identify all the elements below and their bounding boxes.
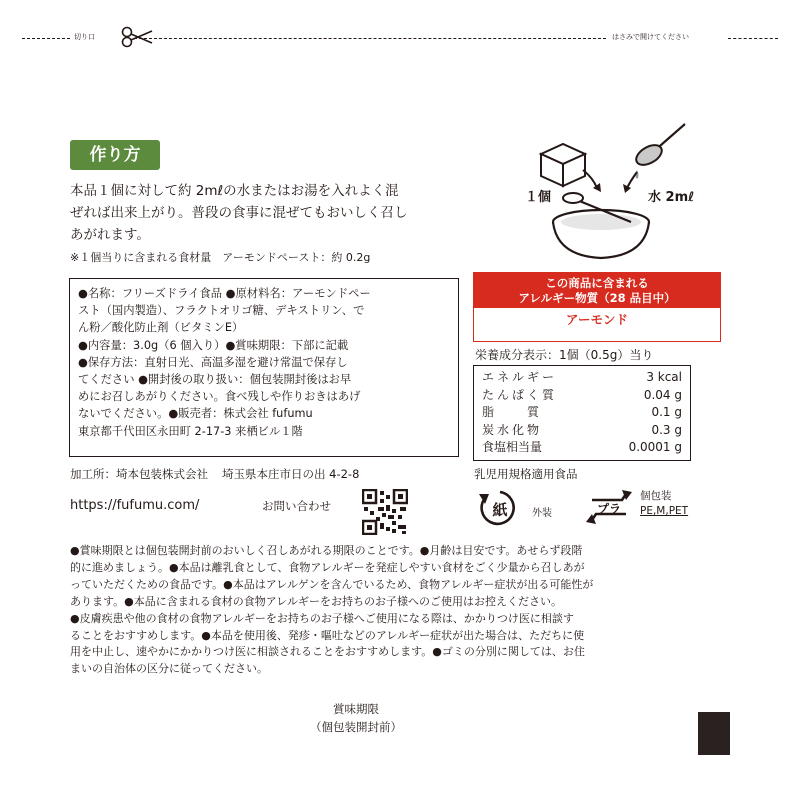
nutrition-row: [482, 369, 682, 387]
info-line: ●名称：フリーズドライ食品 ●原材料名：アーモンドペー: [78, 287, 371, 300]
allergen-item: アーモンド: [565, 312, 629, 327]
info-line: めにお召しあがりください。食べ残しや作りおきはあげ: [78, 390, 361, 404]
manufacturer-address: 埼玉県本庄市日の出 4-2-8: [222, 467, 360, 481]
water-amount-label: 水 2mℓ: [648, 190, 695, 205]
info-line: ●内容量：3.0g（6 個入り）●賞味期限：下部に記載: [78, 338, 349, 352]
instruction-line: ぜれば出来上がり。普段の食事に混ぜてもおいしく召し: [70, 205, 408, 221]
nutrition-label: 脂 質: [482, 405, 543, 419]
instruction-line: 本品１個に対して約 2mℓの水またはお湯を入れよく混: [70, 183, 399, 199]
paper-mark-label: 外装: [532, 508, 552, 519]
ingredient-amount-note: ※１個当りに含まれる食材量 アーモンドペースト：約 0.2g: [70, 251, 371, 264]
instruction-line: あがれます。: [70, 227, 150, 243]
note-line: ●皮膚疾患や他の食材の食物アレルギーをお持ちのお子様へご使用になる際は、かかりつけ医に相談す: [70, 611, 574, 625]
expiry-label: [310, 700, 402, 736]
preparation-illustration: [525, 110, 705, 260]
plastic-materials: PE,M,PET: [640, 505, 689, 517]
note-line: 用を中止し、速やかにかかりつけ医に相談されることをおすすめします。●ゴミの分別に関しては、お住: [70, 645, 585, 659]
info-line: ん粉／酸化防止剤（ビタミンE）: [78, 321, 244, 335]
nutrition-value: 0.04 g: [643, 387, 682, 402]
howto-badge: 作り方: [70, 140, 160, 170]
nutrition-label: 食塩相当量: [482, 440, 543, 454]
plastic-mark-label: [640, 489, 688, 519]
nutrition-table: [473, 365, 691, 461]
nutrition-value: 0.1 g: [651, 405, 682, 419]
contact-label: お問い合わせ: [262, 499, 331, 513]
plastic-title: 個包装: [640, 490, 672, 502]
expiry-title: 賞味期限: [333, 702, 379, 716]
bowl-icon: [553, 193, 649, 258]
cut-label: 切り口: [74, 33, 95, 41]
nutrition-row: [482, 439, 682, 457]
cut-line: [22, 32, 778, 46]
allergen-header: [474, 273, 720, 308]
howto-instructions: [70, 180, 490, 246]
nutrition-value: 0.0001 g: [628, 440, 682, 454]
nutrition-row: [482, 387, 682, 405]
note-line: ●賞味期限とは個包装開封前のおいしく召しあがれる期限のことです。●月齢は目安です。あせらず段階: [70, 544, 583, 557]
note-line: 的に進めましょう。●本品は離乳食として、食物アレルギーを発症しやすい食材をごく少量から召しあが: [70, 560, 585, 574]
cut-dash: [134, 38, 606, 39]
info-line: スト（国内製造）、フラクトオリゴ糖、デキストリン、で: [78, 304, 365, 318]
eye-mark-block: [698, 712, 730, 755]
website-link[interactable]: https://fufumu.com/: [70, 498, 200, 513]
nutrition-value: 0.3 g: [651, 422, 682, 437]
allergen-title: この商品に含まれる: [545, 276, 649, 290]
baby-food-standard: 乳児用規格適用食品: [474, 467, 578, 481]
note-line: あります。●本品に含まれる食材の食物アレルギーをお持ちのお子様へのご使用はお控えください。: [70, 594, 562, 608]
manufacturer-name: 加工所：埼本包装株式会社: [70, 467, 208, 481]
cut-dash: [22, 38, 70, 39]
cut-dash: [728, 38, 778, 39]
note-line: っていただくための食品です。●本品はアレルゲンを含んでいるため、食物アレルギー症状が出る可能性が: [70, 577, 594, 591]
allergen-box: [473, 272, 721, 342]
freeze-dried-cube-icon: [541, 144, 585, 186]
manufacturer-line: [70, 466, 359, 482]
nutrition-row: [482, 404, 682, 422]
cube-count-label: １個: [525, 190, 552, 205]
allergen-subtitle: アレルギー物質（28 品目中）: [518, 291, 676, 305]
info-line: 東京都千代田区永田町 2-17-3 来栖ビル１階: [78, 424, 303, 438]
caution-notes: [70, 543, 730, 678]
expiry-subtitle: （個包装開封前）: [310, 720, 402, 734]
plastic-recycle-mark-icon: [582, 486, 636, 528]
note-line: ることをおすすめします。●本品を使用後、発疹・嘔吐などのアレルギー症状が出た場合は、ただちに使: [70, 628, 585, 642]
paper-recycle-mark-icon: [473, 488, 528, 528]
preparation-diagram: [525, 110, 705, 260]
info-line: ●保存方法：直射日光、高温多湿を避け常温で保存し: [78, 355, 348, 369]
paper-mark-text: 紙: [492, 501, 508, 519]
nutrition-label: たんぱく質: [482, 387, 558, 402]
note-line: まいの自治体の区分に従ってください。: [70, 662, 268, 676]
nutrition-label: エネルギー: [482, 370, 558, 384]
nutrition-label: 炭水化物: [482, 422, 543, 437]
nutrition-title: 栄養成分表示：1個（0.5g）当り: [475, 348, 654, 362]
qr-code-icon[interactable]: [362, 489, 408, 535]
info-line: てください ●開封後の取り扱い：個包装開封後はお早: [78, 373, 352, 387]
open-instruction: はさみで開けてください: [612, 33, 689, 41]
plastic-mark-text: プラ: [596, 502, 622, 516]
nutrition-value: 3 kcal: [646, 370, 682, 384]
product-info-box: [69, 278, 459, 457]
nutrition-row: [482, 422, 682, 440]
info-line: ないでください。●販売者：株式会社 fufumu: [78, 407, 313, 421]
spoon-icon: [633, 124, 685, 179]
